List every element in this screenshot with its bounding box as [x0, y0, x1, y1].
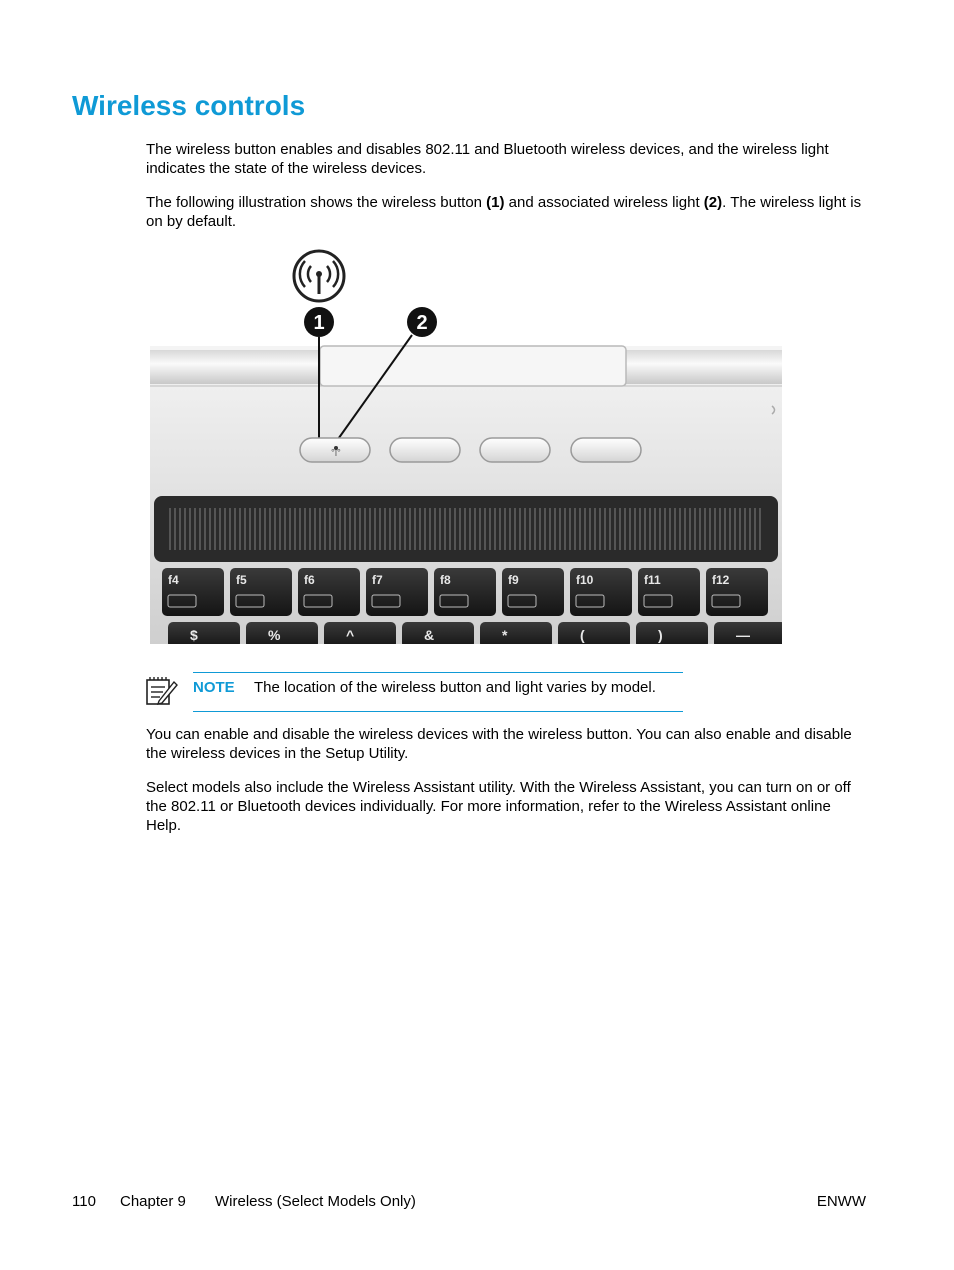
footer-chapter: Chapter 9	[120, 1193, 186, 1210]
body-paragraph: You can enable and disable the wireless devices with the wireless button. You can also enable and disable the wireless devices in the Setup Utility.	[146, 726, 852, 762]
wireless-button-illustration	[150, 246, 782, 644]
number-key	[714, 622, 782, 644]
function-key-f5	[230, 568, 292, 616]
number-key-label: (	[580, 627, 585, 643]
callout-ref-2: (2)	[703, 194, 723, 211]
callout-2	[407, 307, 437, 337]
quick-launch-button	[571, 438, 641, 462]
svg-text:2: 2	[416, 312, 428, 334]
function-key-f7	[366, 568, 428, 616]
number-key-label: —	[736, 627, 750, 643]
footer-edition: ENWW	[816, 1193, 866, 1210]
footer-chapter-title: Wireless (Select Models Only)	[215, 1193, 416, 1210]
function-key-label: f9	[508, 573, 519, 587]
function-key-label: f6	[304, 573, 315, 587]
page-footer	[72, 1193, 866, 1213]
number-key	[480, 622, 552, 644]
number-key	[402, 622, 474, 644]
number-key-label: $	[190, 627, 198, 643]
text-run: The following illustration shows the wireless button	[146, 194, 487, 211]
svg-text:ᵒ|ᵒ: ᵒ|ᵒ	[331, 447, 341, 456]
function-key-f6	[298, 568, 360, 616]
function-key-row	[162, 568, 768, 616]
function-key-f8	[434, 568, 496, 616]
number-key-label: ^	[346, 627, 355, 643]
callout-ref-1: (1)	[486, 194, 505, 211]
function-key-label: f7	[372, 573, 383, 587]
note-icon	[144, 674, 178, 708]
note-text: The location of the wireless button and light varies by model.	[254, 679, 656, 696]
function-key-label: f11	[644, 573, 661, 587]
function-key-label: f12	[712, 573, 730, 587]
intro-paragraph: The wireless button enables and disables 802.11 and Bluetooth wireless devices, and the wireless light indicates the state of the wireless devices.	[146, 141, 829, 177]
number-key-label: *	[502, 627, 508, 643]
number-key	[636, 622, 708, 644]
text-run: and associated wireless light	[504, 194, 704, 211]
quick-launch-button	[480, 438, 550, 462]
function-key-label: f4	[168, 573, 179, 587]
number-key-label: %	[268, 627, 281, 643]
number-key	[246, 622, 318, 644]
number-key	[558, 622, 630, 644]
function-key-f12	[706, 568, 768, 616]
number-key	[168, 622, 240, 644]
function-key-f9	[502, 568, 564, 616]
function-key-label: f5	[236, 573, 247, 587]
text-run: . The wireless light is on by default.	[146, 194, 862, 230]
note-label: NOTE	[193, 679, 235, 696]
hinge-center	[320, 346, 626, 386]
function-key-label: f8	[440, 573, 451, 587]
wireless-button	[300, 438, 370, 462]
note-box	[193, 672, 683, 712]
body-paragraph: Select models also include the Wireless Assistant utility. With the Wireless Assistant, you can turn on or off the 802.11 or Bluetooth devices individually. For more information, refer to the Wireless Assistant online Help.	[146, 779, 851, 834]
svg-text:1: 1	[313, 312, 325, 334]
wireless-icon	[294, 251, 344, 301]
page-number: 110	[72, 1193, 96, 1210]
callout-1	[304, 307, 334, 337]
quick-launch-button	[390, 438, 460, 462]
page-title: Wireless controls	[72, 90, 306, 121]
illustration-description	[146, 193, 866, 231]
number-key-label: )	[658, 627, 663, 643]
number-key-label: &	[424, 627, 435, 643]
function-key-label: f10	[576, 573, 594, 587]
number-key	[324, 622, 396, 644]
function-key-f11	[638, 568, 700, 616]
function-key-f10	[570, 568, 632, 616]
function-key-f4	[162, 568, 224, 616]
